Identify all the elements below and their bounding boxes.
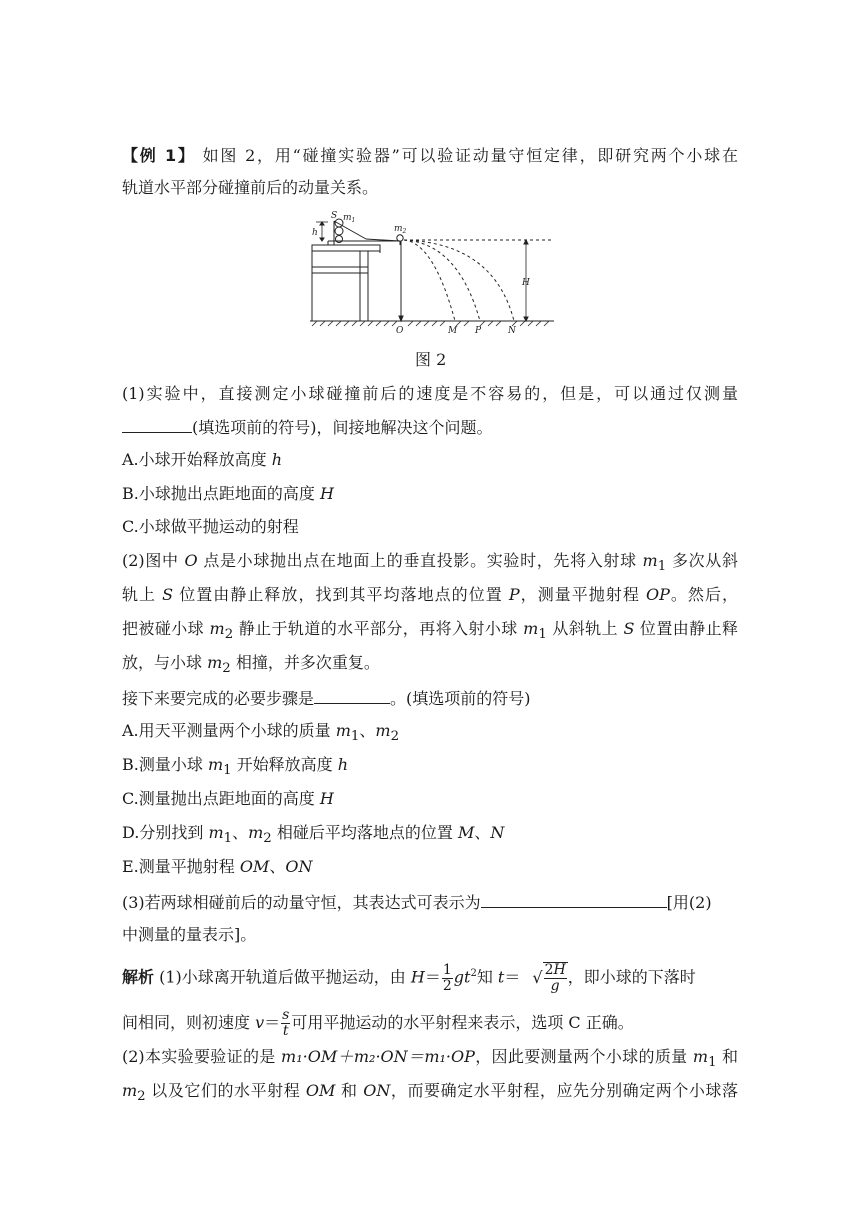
q2-option-d: D.分别找到 $m_1$、$m_2$ 相碰后平均落地点的位置 M、N: [122, 823, 505, 847]
label-N: N: [508, 326, 516, 336]
example-tag: 【例 1】: [122, 146, 196, 165]
figure-caption: 图 2: [415, 350, 447, 369]
label-H: H: [522, 278, 530, 288]
q1-option-a: A.小球开始释放高度 h: [122, 450, 283, 469]
analysis-line-3: (2)本实验要验证的是 m₁·OM＋m₂·ON＝m₁·OP，因此要测量两个小球的质量 $m_1$ 和: [122, 1047, 738, 1071]
q2-line-2: 轨上 S 位置由静止释放，找到其平均落地点的位置 P，测量平抛射程 OP。然后，: [122, 585, 738, 604]
answer-blank-2[interactable]: [314, 687, 390, 704]
q3-line-2: 中测量的量表示]。: [122, 925, 257, 944]
example-intro-2: 轨道水平部分碰撞前后的动量关系。: [122, 178, 379, 197]
q1-line-1: (1)实验中，直接测定小球碰撞前后的速度是不容易的，但是，可以通过仅测量: [122, 384, 738, 403]
q2-option-e: E.测量平抛射程 OM、ON: [122, 857, 313, 876]
q1-line-2: [122, 416, 493, 438]
q1-option-c: C.小球做平抛运动的射程: [122, 517, 299, 536]
label-M: M: [448, 326, 458, 336]
label-m2: $m_2$: [394, 224, 407, 235]
answer-blank-1[interactable]: [122, 416, 192, 433]
label-S: S: [331, 211, 338, 221]
q3-line-1: (3)若两球相碰前后的动量守恒，其表达式可表示为 [用(2): [122, 893, 712, 912]
q2-line-4: 放，与小球 $m_2$ 相撞，并多次重复。: [122, 653, 380, 677]
q2-line-1: (2)图中 O 点是小球抛出点在地面上的垂直投影。实验时，先将入射球 $m_1$ 多次从斜: [122, 551, 738, 575]
q1-option-b: B.小球抛出点距地面的高度 H: [122, 484, 334, 503]
label-m1: $m_1$: [343, 213, 356, 224]
example-line-2: [122, 178, 378, 198]
example-line-1: [122, 146, 738, 166]
analysis-label: 解析: [122, 967, 155, 987]
label-P: P: [475, 326, 482, 336]
analysis-line-2: 间相同，则初速度 v＝ $\frac{s}{t}$ 可用平抛运动的水平射程来表示，选项 C 正确。: [122, 1007, 634, 1039]
label-O: O: [396, 326, 404, 336]
analysis-line-1: 解析 (1)小球离开轨道后做平抛运动，由 H＝ $\frac{1}{2}$ $gt^2$知 t＝ √ $\frac{2H}{g}$ ，即小球的下落时: [122, 961, 696, 994]
q1-line-2-text: (填选项前的符号)，间接地解决这个问题。: [192, 418, 493, 437]
q2-next-steps: 接下来要完成的必要步骤是 。(填选项前的符号): [122, 689, 531, 708]
collision-apparatus-figure: [308, 209, 558, 339]
example-intro: 如图 2，用“碰撞实验器”可以验证动量守恒定律，即研究两个小球在: [202, 146, 738, 165]
label-h: h: [312, 228, 318, 238]
analysis-line-4: $m_2$ 以及它们的水平射程 OM 和 ON，而要确定水平射程，应先分别确定两个小球落: [122, 1081, 738, 1105]
q2-line-3: 把被碰小球 $m_2$ 静止于轨道的水平部分，再将入射小球 $m_1$ 从斜轨上 S 位置由静止释: [122, 619, 738, 643]
q2-option-a: A.用天平测量两个小球的质量 $m_1$、$m_2$: [122, 721, 400, 745]
q2-option-b: B.测量小球 $m_1$ 开始释放高度 h: [122, 755, 349, 779]
q2-option-c: C.测量抛出点距地面的高度 H: [122, 789, 334, 808]
answer-blank-3[interactable]: [481, 891, 667, 908]
